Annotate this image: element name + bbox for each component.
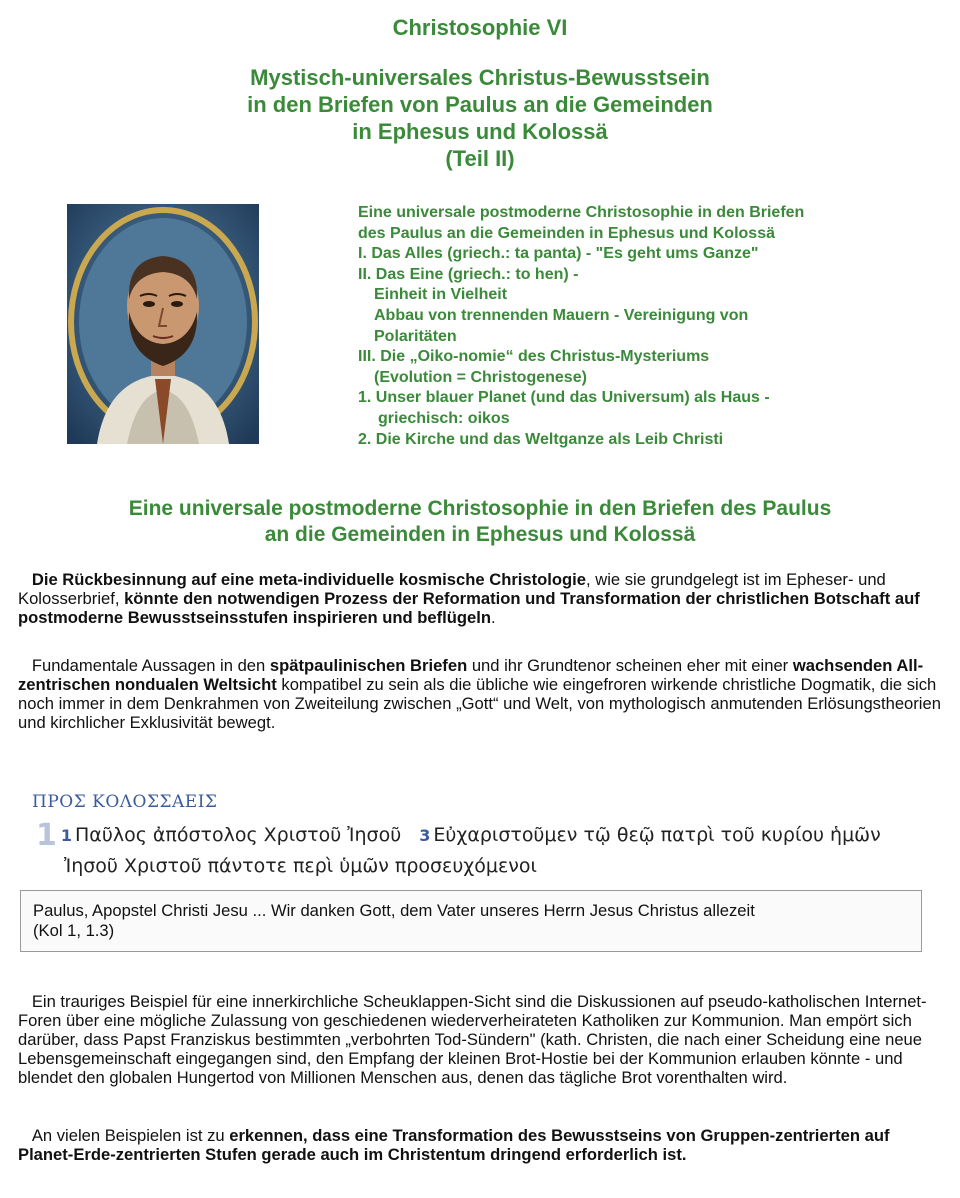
verse-number: 3 bbox=[419, 826, 431, 845]
table-of-contents bbox=[358, 203, 918, 450]
greek-book-heading: ΠΡΟΣ ΚΟΛΟΣΣΑΕΙΣ bbox=[32, 792, 218, 812]
body-text: Ein trauriges Beispiel für eine innerkirchliche Scheuklappen-Sicht sind die Diskussionen auf pseudo-katholischen Internet-Foren über eine mögliche Zulassung von geschiedenen wiederverheirateten Katholiken zur Kommunion. Man empört sich darüber, dass Papst Franziskus bestimmten „verbohrten Tod-Sündern" (kath. Christen, die nach einer Scheidung eine neue Lebensgemeinschaft eingegangen sind, den Empfang der kleinen Brot-Hostie bei der Kommunion erlauben könnte - und blendet den globalen Hungertod von Millionen Menschen aus, denen das tägliche Brot vorenthalten wird. bbox=[18, 992, 927, 1087]
greek-verse-block bbox=[36, 820, 881, 881]
toc-line: I. Das Alles (griech.: ta panta) - "Es geht ums Ganze" bbox=[358, 245, 759, 263]
body-text: . bbox=[491, 608, 496, 627]
subtitle-line: Mystisch-universales Christus-Bewusstsein bbox=[250, 65, 710, 90]
bold-text: erkennen, dass eine Transformation des Bewusstseins von Gruppen-zentrierten auf Planet-Erde-zentrierten Stufen gerade auch im Christentum dringend erforderlich ist. bbox=[18, 1126, 890, 1164]
subtitle-line: in den Briefen von Paulus an die Gemeinden bbox=[247, 92, 713, 117]
toc-line: Abbau von trennenden Mauern - Vereinigung von bbox=[374, 306, 749, 324]
portrait-illustration bbox=[67, 204, 259, 444]
subtitle-line: in Ephesus und Kolossä bbox=[352, 119, 608, 144]
body-text: An vielen Beispielen ist zu bbox=[31, 1126, 230, 1145]
toc-line: Polaritäten bbox=[374, 327, 457, 345]
section-heading-line: an die Gemeinden in Ephesus und Kolossä bbox=[264, 523, 696, 546]
paragraph-conclusion bbox=[18, 1126, 946, 1164]
quote-reference: (Kol 1, 1.3) bbox=[33, 921, 115, 940]
bold-text: spätpaulinischen Briefen bbox=[269, 656, 468, 675]
greek-verse-line bbox=[36, 820, 881, 851]
toc-line: II. Das Eine (griech.: to hen) - bbox=[358, 265, 579, 283]
paulus-portrait-image bbox=[67, 204, 259, 444]
toc-line: Einheit in Vielheit bbox=[374, 286, 508, 304]
chapter-number: 1 bbox=[36, 818, 57, 853]
bold-text: Die Rückbesinnung auf eine meta-individuelle kosmische Christologie bbox=[31, 570, 587, 589]
greek-verse-text: Παῦλος ἀπόστολος Χριστοῦ Ἰησοῦ bbox=[75, 824, 402, 846]
toc-line: des Paulus an die Gemeinden in Ephesus und Kolossä bbox=[358, 224, 775, 242]
toc-line: (Evolution = Christogenese) bbox=[374, 368, 587, 386]
subtitle-line: (Teil II) bbox=[445, 146, 515, 171]
toc-line: 1. Unser blauer Planet (und das Universum) als Haus - bbox=[358, 389, 770, 407]
page-subtitle bbox=[0, 64, 960, 172]
bold-text: wachsenden All-zentrischen nondualen Weltsicht bbox=[18, 656, 924, 694]
page-title: Christosophie VI bbox=[392, 15, 568, 40]
paragraph-fundamental bbox=[18, 656, 946, 732]
section-heading bbox=[0, 496, 960, 548]
greek-verse-text: Εὐχαριστοῦμεν τῷ θεῷ πατρὶ τοῦ κυρίου ἡμῶν bbox=[433, 824, 881, 846]
toc-line: 2. Die Kirche und das Weltganze als Leib Christi bbox=[358, 430, 724, 448]
quote-text: Paulus, Apopstel Christi Jesu ... Wir danken Gott, dem Vater unseres Herrn Jesus Christus allezeit bbox=[33, 901, 755, 920]
toc-line: Eine universale postmoderne Christosophie in den Briefen bbox=[358, 204, 805, 221]
body-text: Fundamentale Aussagen in den bbox=[31, 656, 270, 675]
greek-verse-line: Ἰησοῦ Χριστοῦ πάντοτε περὶ ὑμῶν προσευχόμενοι bbox=[64, 855, 537, 877]
toc-line: griechisch: oikos bbox=[378, 409, 510, 427]
bold-text: könnte den notwendigen Prozess der Reformation und Transformation der christlichen Botschaft auf postmoderne Bewusstseinsstufen inspirieren und beflügeln bbox=[18, 589, 920, 627]
body-text: , wie sie grundgelegt ist im Epheser- und Kolosserbrief, bbox=[18, 570, 886, 608]
toc-line: III. Die „Oiko-nomie“ des Christus-Mysteriums bbox=[358, 348, 710, 366]
body-text: und ihr Grundtenor scheinen eher mit einer bbox=[467, 656, 793, 675]
paragraph-intro bbox=[18, 570, 946, 627]
section-heading-line: Eine universale postmoderne Christosophie in den Briefen des Paulus bbox=[128, 497, 832, 520]
page-title-block bbox=[0, 14, 960, 172]
translation-quote-box bbox=[20, 890, 922, 952]
paragraph-example bbox=[18, 992, 946, 1087]
verse-number: 1 bbox=[60, 826, 73, 845]
body-text: kompatibel zu sein als die übliche wie eingefroren wirkende christliche Dogmatik, die sich noch immer in dem Denkrahmen von Zweiteilung zwischen „Gott“ und Welt, von mythologisch anmutenden Erlösungstheorien und kirchlicher Exklusivität bewegt. bbox=[18, 675, 941, 732]
